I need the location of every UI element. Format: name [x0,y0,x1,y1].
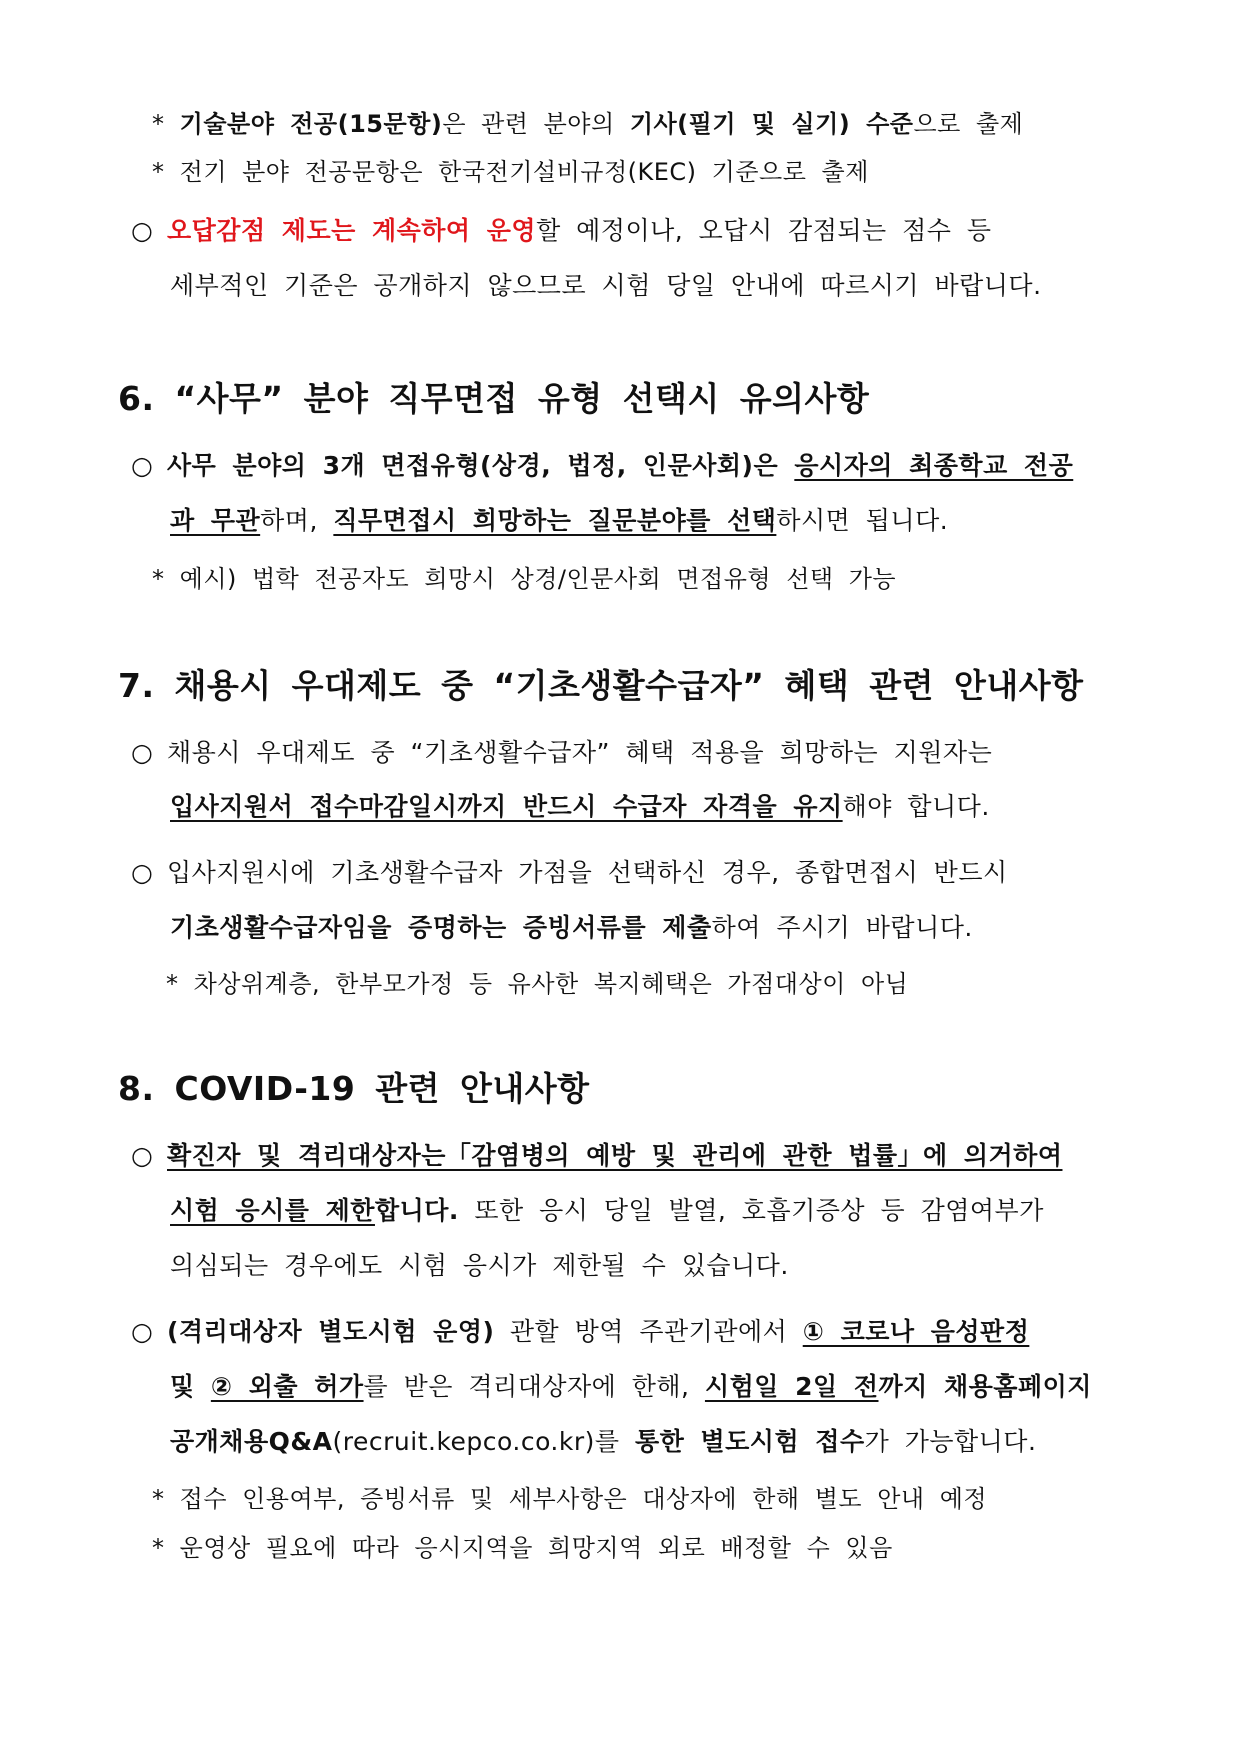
interview-type-example-note: * 예시) 법학 전공자도 희망시 상경/인문사회 면접유형 선택 가능 [152,565,897,593]
covid-bullet-2-line2: 및 ② 외출 허가를 받은 격리대상자에 한해, 시험일 2일 전까지 채용홈페이지 [170,1372,1092,1401]
basic-livelihood-note: * 차상위계층, 한부모가정 등 유사한 복지혜택은 가점대상이 아님 [166,970,909,998]
section-8-heading: 8. COVID-19 관련 안내사항 [118,1069,590,1108]
wrong-answer-penalty-line2: 세부적인 기준은 공개하지 않으므로 시험 당일 안내에 따르시기 바랍니다. [170,271,1042,300]
covid-region-note: * 운영상 필요에 따라 응시지역을 희망지역 외로 배정할 수 있음 [152,1534,893,1562]
covid-bullet-1: ○ 확진자 및 격리대상자는「감염병의 예방 및 관리에 관한 법률」에 의거하여 [131,1141,1063,1170]
electrical-major-note: * 전기 분야 전공문항은 한국전기설비규정(KEC) 기준으로 출제 [152,158,869,186]
covid-bullet-2-line3: 공개채용Q&A(recruit.kepco.co.kr)를 통한 별도시험 접수가 가능합니다. [170,1427,1037,1456]
section-7-heading: 7. 채용시 우대제도 중 “기초생활수급자” 혜택 관련 안내사항 [118,666,1084,705]
technical-major-note: * 기술분야 전공(15문항)은 관련 분야의 기사(필기 및 실기) 수준으로 출제 [152,110,1024,138]
covid-bullet-2: ○ (격리대상자 별도시험 운영) 관할 방역 주관기관에서 ① 코로나 음성판정 [131,1317,1030,1346]
covid-bullet-1-line3: 의심되는 경우에도 시험 응시가 제한될 수 있습니다. [170,1251,789,1280]
basic-livelihood-bullet-1: ○ 채용시 우대제도 중 “기초생활수급자” 혜택 적용을 희망하는 지원자는 [131,738,993,767]
basic-livelihood-bullet-2: ○ 입사지원시에 기초생활수급자 가점을 선택하신 경우, 종합면접시 반드시 [131,858,1008,887]
interview-type-line2: 과 무관하며, 직무면접시 희망하는 질문분야를 선택하시면 됩니다. [170,506,949,535]
covid-application-note: * 접수 인용여부, 증빙서류 및 세부사항은 대상자에 한해 별도 안내 예정 [152,1485,988,1513]
covid-bullet-1-line2: 시험 응시를 제한합니다. 또한 응시 당일 발열, 호흡기증상 등 감염여부가 [170,1196,1044,1225]
basic-livelihood-bullet-2-line2: 기초생활수급자임을 증명하는 증빙서류를 제출하여 주시기 바랍니다. [170,913,973,942]
section-6-heading: 6. “사무” 분야 직무면접 유형 선택시 유의사항 [118,379,870,418]
interview-type-bullet: ○ 사무 분야의 3개 면접유형(상경, 법정, 인문사회)은 응시자의 최종학교 전공 [131,451,1074,480]
basic-livelihood-bullet-1-line2: 입사지원서 접수마감일시까지 반드시 수급자 자격을 유지해야 합니다. [170,792,990,821]
wrong-answer-penalty-bullet: ○ 오답감점 제도는 계속하여 운영할 예정이나, 오답시 감점되는 점수 등 [131,216,992,245]
